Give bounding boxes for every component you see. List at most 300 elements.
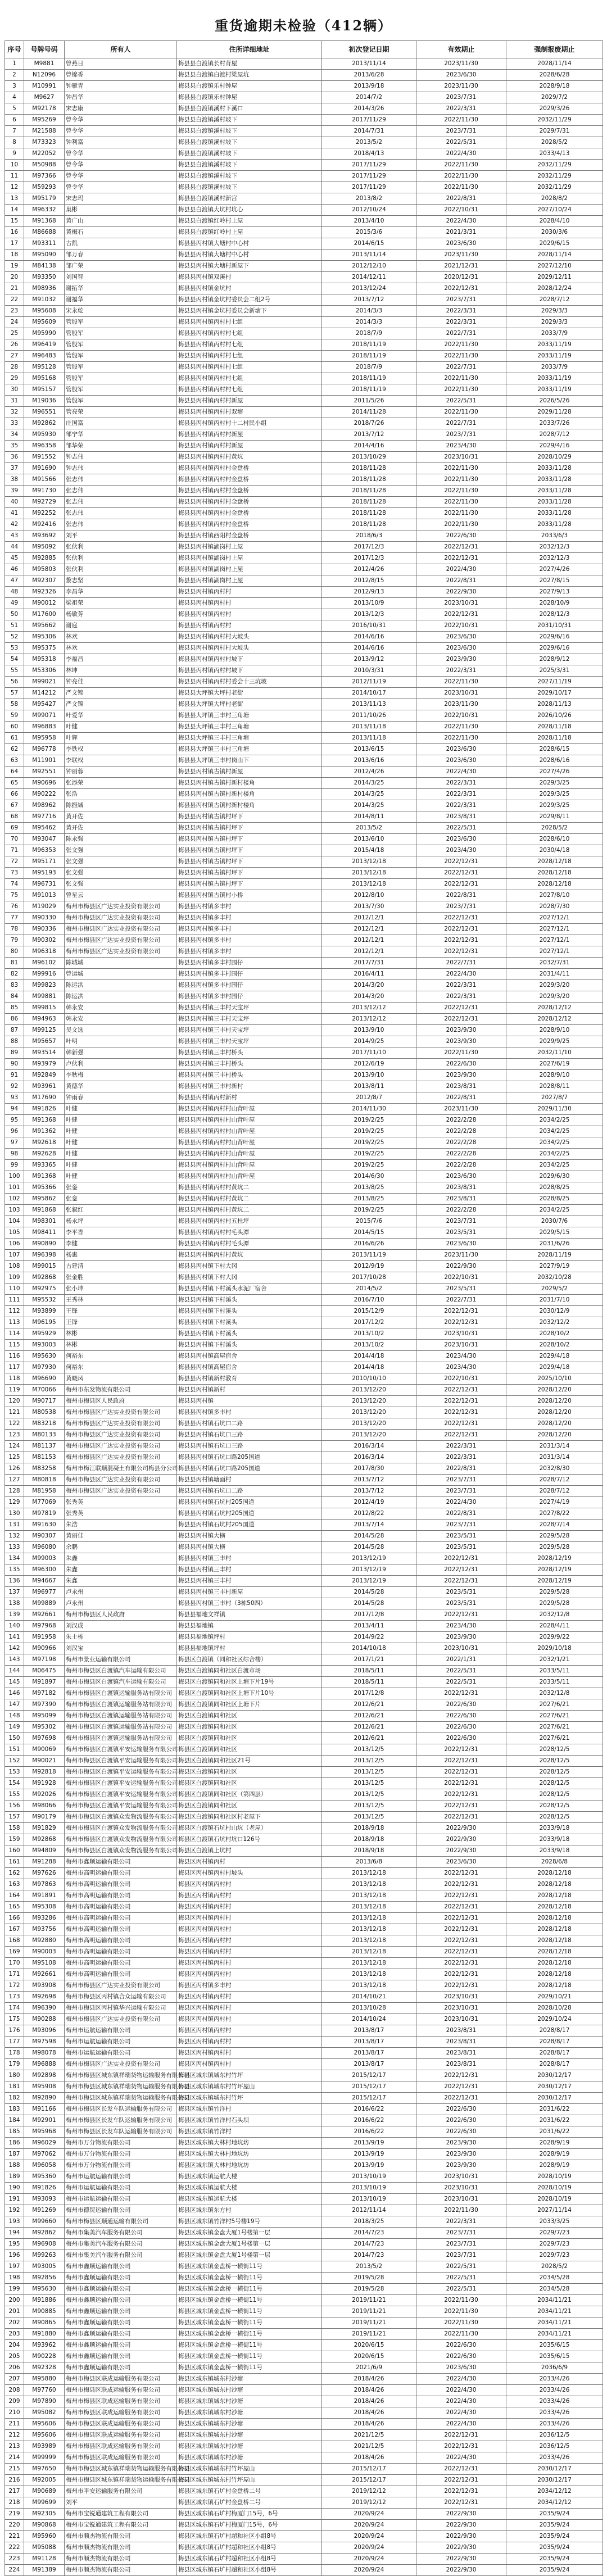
- owner-address: 梅县县丙村镇丙村村山背叶屋: [177, 1137, 322, 1149]
- valid-until-date: 2023/4/30: [416, 441, 506, 452]
- valid-until-date: 2022/4/30: [416, 767, 506, 778]
- owner-name: 梅州市梅县区广达实业投资有限公司: [65, 1486, 177, 1497]
- valid-until-date: 2022/12/31: [416, 2497, 506, 2509]
- row-index: 73: [5, 868, 24, 879]
- valid-until-date: 2022/3/31: [416, 800, 506, 811]
- first-registration-date: 2014/3/20: [322, 980, 416, 991]
- valid-until-date: 2023/8/31: [416, 2048, 506, 2059]
- table-row: [5, 946, 603, 958]
- row-index: 12: [5, 182, 24, 193]
- owner-name: 古凯: [65, 238, 177, 250]
- table-header-row: [5, 41, 603, 58]
- row-index: 18: [5, 250, 24, 261]
- plate-number: M99889: [24, 1598, 65, 1609]
- first-registration-date: 2013/12/19: [322, 1576, 416, 1587]
- row-index: 183: [5, 2104, 24, 2115]
- valid-until-date: 2022/11/30: [416, 463, 506, 474]
- row-index: 50: [5, 609, 24, 620]
- plate-number: M17690: [24, 1092, 65, 1104]
- first-registration-date: 2019/2/25: [322, 1205, 416, 1216]
- first-registration-date: 2016/6/22: [322, 2126, 416, 2138]
- owner-name: 朱鑫: [65, 1576, 177, 1587]
- plate-number: M91368: [24, 216, 65, 227]
- scrap-deadline-date: 2028/12/18: [506, 1890, 603, 1902]
- owner-address: 梅县县白渡镇白渡村梁屋坑: [177, 70, 322, 81]
- valid-until-date: 2022/5/31: [416, 2261, 506, 2273]
- owner-name: 梅州市鑫顺运输有限公司: [65, 2340, 177, 2351]
- scrap-deadline-date: 2034/2/25: [506, 1115, 603, 1126]
- owner-name: 叶健: [65, 1115, 177, 1126]
- first-registration-date: 2013/12/18: [322, 879, 416, 890]
- scrap-deadline-date: 2028/10/19: [506, 2183, 603, 2194]
- owner-address: 梅县县丙村镇丙村村七组: [177, 339, 322, 351]
- valid-until-date: 2021/12/31: [416, 261, 506, 272]
- scrap-deadline-date: 2033/11/28: [506, 508, 603, 519]
- owner-name: 梅州市梅县区白渡镇平安运输服务有限公司: [65, 1778, 177, 1789]
- plate-number: M93899: [24, 1306, 65, 1317]
- owner-name: 严文锦: [65, 699, 177, 710]
- table-row: [5, 519, 603, 530]
- first-registration-date: 2013/8/25: [322, 1194, 416, 1205]
- owner-address: 梅县区丙村镇丙村村: [177, 1902, 322, 1913]
- plate-number: M95958: [24, 733, 65, 744]
- valid-until-date: 2023/11/30: [416, 58, 506, 70]
- row-index: 186: [5, 2138, 24, 2149]
- table-row: [5, 542, 603, 553]
- valid-until-date: 2022/3/31: [416, 991, 506, 1003]
- valid-until-date: 2022/10/31: [416, 205, 506, 216]
- owner-name: 梅州市鑫顺运输有限公司: [65, 2295, 177, 2306]
- scrap-deadline-date: 2028/12/5: [506, 1756, 603, 1767]
- owner-address: 梅县区丙村镇丙村村: [177, 2003, 322, 2014]
- valid-until-date: 2022/12/31: [416, 542, 506, 553]
- scrap-deadline-date: 2033/7/9: [506, 328, 603, 339]
- valid-until-date: 2023/7/31: [416, 2239, 506, 2250]
- owner-address: 梅县县丙村镇下村溪头: [177, 1306, 322, 1317]
- owner-name: 张伙利: [65, 564, 177, 575]
- row-index: 118: [5, 1373, 24, 1385]
- scrap-deadline-date: 2028/10/28: [506, 2003, 603, 2014]
- first-registration-date: 2013/6/15: [322, 744, 416, 755]
- scrap-deadline-date: 2027/12/10: [506, 261, 603, 272]
- owner-address: 梅县区白渡镇石坑村坑口126号: [177, 1834, 322, 1845]
- plate-number: M96908: [24, 2239, 65, 2250]
- table-row: [5, 1744, 603, 1756]
- row-index: 41: [5, 508, 24, 519]
- owner-address: 梅县县丙村镇多丰村: [177, 935, 322, 946]
- row-index: 48: [5, 587, 24, 598]
- table-row: [5, 1295, 603, 1306]
- scrap-deadline-date: 2028/6/15: [506, 744, 603, 755]
- owner-address: 梅县县丙村镇丙村村金盘桥: [177, 508, 322, 519]
- row-index: 152: [5, 1756, 24, 1767]
- scrap-deadline-date: 2028/6/10: [506, 834, 603, 845]
- scrap-deadline-date: 2028/8/25: [506, 1182, 603, 1194]
- first-registration-date: 2013/12/12: [322, 1014, 416, 1025]
- row-index: 104: [5, 1216, 24, 1227]
- owner-name: 梅州市高明运输有限公司: [65, 1924, 177, 1935]
- row-index: 171: [5, 1969, 24, 1980]
- owner-name: 梅州市梅县区白渡镇众发物流服务有限公司: [65, 1823, 177, 1834]
- row-index: 99: [5, 1160, 24, 1171]
- plate-number: M96300: [24, 1564, 65, 1576]
- table-row: [5, 160, 603, 171]
- owner-address: 梅县县丙村镇石坑口三路: [177, 1441, 322, 1452]
- table-row: [5, 1137, 603, 1149]
- plate-number: M95090: [24, 250, 65, 261]
- scrap-deadline-date: 2029/11/30: [506, 1104, 603, 1115]
- plate-number: M95606: [24, 2419, 65, 2430]
- plate-number: M99660: [24, 2216, 65, 2228]
- scrap-deadline-date: 2028/5/2: [506, 823, 603, 834]
- valid-until-date: 2022/4/30: [416, 2407, 506, 2419]
- first-registration-date: 2016/7/10: [322, 1295, 416, 1306]
- scrap-deadline-date: 2034/2/25: [506, 1205, 603, 1216]
- first-registration-date: 2013/9/19: [322, 2160, 416, 2171]
- valid-until-date: 2022/4/30: [416, 2452, 506, 2464]
- row-index: 197: [5, 2261, 24, 2273]
- first-registration-date: 2018/6/3: [322, 530, 416, 542]
- plate-number: M17600: [24, 609, 65, 620]
- valid-until-date: 2023/5/31: [416, 1598, 506, 1609]
- plate-number: M96419: [24, 339, 65, 351]
- owner-address: 梅县县福地镇: [177, 1621, 322, 1632]
- valid-until-date: 2023/6/30: [416, 1857, 506, 1868]
- scrap-deadline-date: 2028/5/2: [506, 2261, 603, 2273]
- owner-address: 梅县县丙村镇石坑口二路: [177, 1486, 322, 1497]
- owner-address: 梅县县丙村镇多丰村: [177, 901, 322, 913]
- valid-until-date: 2022/12/31: [416, 879, 506, 890]
- owner-address: 梅县区白渡镇同和社区上塘下片19号: [177, 1677, 322, 1688]
- first-registration-date: 2013/11/18: [322, 733, 416, 744]
- first-registration-date: 2013/10/9: [322, 598, 416, 609]
- first-registration-date: 2012/8/7: [322, 1092, 416, 1104]
- owner-name: 梅州市高明运输有限公司: [65, 1947, 177, 1958]
- row-index: 38: [5, 474, 24, 486]
- row-index: 159: [5, 1834, 24, 1845]
- row-index: 40: [5, 497, 24, 508]
- row-index: 201: [5, 2306, 24, 2318]
- owner-name: 梅州市梅县区广达实业投资有限公司: [65, 1430, 177, 1441]
- scrap-deadline-date: 2028/8/25: [506, 1194, 603, 1205]
- row-index: 177: [5, 2037, 24, 2048]
- row-index: 80: [5, 946, 24, 958]
- owner-address: 梅县区城东镇金盘桥一横街11号: [177, 2362, 322, 2374]
- plate-number: M93005: [24, 2261, 65, 2273]
- first-registration-date: 2015/12/17: [322, 2081, 416, 2093]
- row-index: 138: [5, 1598, 24, 1609]
- scrap-deadline-date: 2029/4/18: [506, 1362, 603, 1373]
- owner-name: 梅州市梅县区白渡镇平安运输服务有限公司: [65, 1767, 177, 1778]
- owner-address: 梅县县白渡镇溪村坡下: [177, 137, 322, 148]
- table-row: [5, 126, 603, 137]
- first-registration-date: 2013/11/14: [322, 58, 416, 70]
- row-index: 145: [5, 1677, 24, 1688]
- plate-number: M91389: [24, 2565, 65, 2576]
- table-row: [5, 1756, 603, 1767]
- scrap-deadline-date: 2033/6/3: [506, 530, 603, 542]
- owner-address: 梅县县丙村镇丙村村七组: [177, 384, 322, 396]
- scrap-deadline-date: 2028/12/12: [506, 1003, 603, 1014]
- valid-until-date: 2022/12/31: [416, 1553, 506, 1564]
- owner-address: 梅县区白渡镇同和社区上塘下片: [177, 1699, 322, 1711]
- first-registration-date: 2013/12/18: [322, 1935, 416, 1947]
- plate-number: M93365: [24, 1160, 65, 1171]
- first-registration-date: 2014/3/25: [322, 800, 416, 811]
- row-index: 133: [5, 1542, 24, 1553]
- owner-name: 宋志玛: [65, 193, 177, 205]
- owner-name: 钟志伟: [65, 452, 177, 463]
- table-row: [5, 665, 603, 677]
- row-index: 169: [5, 1947, 24, 1958]
- owner-address: 梅县县丙村镇多丰村: [177, 924, 322, 935]
- owner-address: 梅县县丙村镇丙村村毛头潭: [177, 1239, 322, 1250]
- valid-until-date: 2023/9/30: [416, 2160, 506, 2171]
- first-registration-date: 2016/6/22: [322, 2115, 416, 2126]
- first-registration-date: 2013/12/19: [322, 1564, 416, 1576]
- owner-name: 梅州市鑫顺运输有限公司: [65, 2362, 177, 2374]
- owner-name: 梅州市梅县区长发车队运输服务有限公司: [65, 2126, 177, 2138]
- valid-until-date: 2022/12/31: [416, 1879, 506, 1890]
- row-index: 212: [5, 2430, 24, 2441]
- plate-number: M99999: [24, 2452, 65, 2464]
- scrap-deadline-date: 2026/5/26: [506, 396, 603, 407]
- table-row: [5, 1801, 603, 1812]
- first-registration-date: 2014/10/18: [322, 1643, 416, 1654]
- row-index: 156: [5, 1801, 24, 1812]
- valid-until-date: 2022/6/30: [416, 2115, 506, 2126]
- row-index: 79: [5, 935, 24, 946]
- first-registration-date: 2018/9/18: [322, 1834, 416, 1845]
- scrap-deadline-date: 2030/3/6: [506, 227, 603, 238]
- owner-address: 梅县县白渡镇溪村坡下: [177, 115, 322, 126]
- valid-until-date: 2022/7/31: [416, 1295, 506, 1306]
- scrap-deadline-date: 2028/10/29: [506, 452, 603, 463]
- row-index: 204: [5, 2340, 24, 2351]
- table-row: [5, 688, 603, 699]
- first-registration-date: 2013/12/5: [322, 1744, 416, 1756]
- owner-address: 梅县区城东镇金盘桥一横街11号: [177, 2284, 322, 2295]
- plate-number: M97863: [24, 1879, 65, 1890]
- first-registration-date: 2013/12/18: [322, 1958, 416, 1969]
- first-registration-date: 2014/7/2: [322, 92, 416, 103]
- table-row: [5, 1857, 603, 1868]
- row-index: 146: [5, 1688, 24, 1699]
- valid-until-date: 2022/3/31: [416, 1441, 506, 1452]
- table-row: [5, 70, 603, 81]
- table-row: [5, 2081, 603, 2093]
- valid-until-date: 2022/11/30: [416, 486, 506, 497]
- owner-address: 梅县县丙村镇丙村村: [177, 620, 322, 632]
- table-row: [5, 1677, 603, 1688]
- scrap-deadline-date: 2028/7/14: [506, 1520, 603, 1531]
- valid-until-date: 2022/3/31: [416, 789, 506, 800]
- valid-until-date: 2022/8/31: [416, 575, 506, 587]
- valid-until-date: 2022/9/30: [416, 1823, 506, 1834]
- valid-until-date: 2022/4/30: [416, 969, 506, 980]
- owner-name: 黄丽佳: [65, 1531, 177, 1542]
- row-index: 53: [5, 643, 24, 654]
- owner-address: 梅县县丙村镇丙村村毛头潭: [177, 1227, 322, 1239]
- first-registration-date: 2013/12/5: [322, 1801, 416, 1812]
- plate-number: M96690: [24, 1373, 65, 1385]
- owner-name: 梅州市梅县区白渡镇平安运输服务有限公司: [65, 1744, 177, 1756]
- scrap-deadline-date: 2028/12/5: [506, 1778, 603, 1789]
- plate-number: M97890: [24, 2396, 65, 2407]
- row-index: 26: [5, 339, 24, 351]
- row-index: 20: [5, 272, 24, 283]
- table-row: [5, 1070, 603, 1081]
- first-registration-date: 2018/11/19: [322, 351, 416, 362]
- scrap-deadline-date: 2028/10/19: [506, 2194, 603, 2205]
- plate-number: M90717: [24, 1396, 65, 1407]
- plate-number: M99699: [24, 2497, 65, 2509]
- scrap-deadline-date: 2027/4/26: [506, 564, 603, 575]
- scrap-deadline-date: 2028/12/18: [506, 1969, 603, 1980]
- table-row: [5, 1216, 603, 1227]
- scrap-deadline-date: 2028/12/3: [506, 609, 603, 620]
- valid-until-date: 2022/8/31: [416, 890, 506, 901]
- table-row: [5, 1486, 603, 1497]
- first-registration-date: 2017/12/8: [322, 1688, 416, 1699]
- row-index: 98: [5, 1149, 24, 1160]
- valid-until-date: 2022/6/30: [416, 1059, 506, 1070]
- valid-until-date: 2022/6/30: [416, 1699, 506, 1711]
- owner-name: 梅州市梅县区白渡镇平安运输服务有限公司: [65, 1789, 177, 1801]
- valid-until-date: 2022/11/30: [416, 508, 506, 519]
- valid-until-date: 2023/5/31: [416, 1284, 506, 1295]
- plate-number: M96318: [24, 946, 65, 958]
- first-registration-date: 2014/6/30: [322, 1171, 416, 1182]
- plate-number: M90069: [24, 1744, 65, 1756]
- row-index: 157: [5, 1812, 24, 1823]
- valid-until-date: 2023/6/30: [416, 2362, 506, 2374]
- owner-address: 梅县县丙村镇三丰村桥头: [177, 1059, 322, 1070]
- table-row: [5, 677, 603, 688]
- table-row: [5, 2183, 603, 2194]
- scrap-deadline-date: 2028/12/18: [506, 1935, 603, 1947]
- plate-number: M95609: [24, 317, 65, 328]
- row-index: 46: [5, 564, 24, 575]
- first-registration-date: 2013/6/16: [322, 755, 416, 767]
- owner-name: 吴文选: [65, 1025, 177, 1036]
- scrap-deadline-date: 2029/5/28: [506, 1587, 603, 1598]
- owner-name: 张文强: [65, 879, 177, 890]
- owner-address: 梅县县丙村镇石坑村205国道: [177, 1520, 322, 1531]
- table-row: [5, 1036, 603, 1047]
- scrap-deadline-date: 2033/11/28: [506, 519, 603, 530]
- row-index: 215: [5, 2464, 24, 2475]
- row-index: 130: [5, 1508, 24, 1520]
- scrap-deadline-date: 2028/11/14: [506, 250, 603, 261]
- first-registration-date: 2018/4/26: [322, 2374, 416, 2385]
- owner-address: 梅县区城东镇金盘桥一横街11号: [177, 2295, 322, 2306]
- owner-address: 梅县区丙村镇丙村村: [177, 2014, 322, 2025]
- first-registration-date: 2014/5/28: [322, 1531, 416, 1542]
- first-registration-date: 2014/9/22: [322, 1632, 416, 1643]
- owner-address: 梅县县丙村镇多丰村围仔: [177, 969, 322, 980]
- first-registration-date: 2013/12/20: [322, 1385, 416, 1396]
- table-row: [5, 587, 603, 598]
- owner-address: 梅县区丙村镇丙村村坡头: [177, 1868, 322, 1879]
- owner-address: 梅县区白渡镇同和社区21号: [177, 1756, 322, 1767]
- owner-address: 梅县县白渡镇乐村钟屋: [177, 92, 322, 103]
- valid-until-date: 2022/6/30: [416, 2340, 506, 2351]
- row-index: 22: [5, 294, 24, 306]
- table-row: [5, 1126, 603, 1137]
- valid-until-date: 2023/5/31: [416, 1587, 506, 1598]
- table-row: [5, 575, 603, 587]
- plate-number: M92328: [24, 2362, 65, 2374]
- scrap-deadline-date: 2027/8/22: [506, 1508, 603, 1520]
- owner-address: 梅县区城东镇城东村沙塘: [177, 2430, 322, 2441]
- owner-address: 梅县区白渡镇同和社区上塘下片10号: [177, 1688, 322, 1699]
- valid-until-date: 2022/11/30: [416, 2295, 506, 2306]
- owner-name: 梅州市梅县区城东镇祥瑞货物运输服务有限公司: [65, 2464, 177, 2475]
- scrap-deadline-date: 2029/5/15: [506, 1227, 603, 1239]
- valid-until-date: 2022/12/31: [416, 1576, 506, 1587]
- valid-until-date: 2022/12/31: [416, 1564, 506, 1576]
- first-registration-date: 2013/7/30: [322, 901, 416, 913]
- owner-address: 梅县县福地镇坪村: [177, 1632, 322, 1643]
- first-registration-date: 2012/6/21: [322, 1722, 416, 1733]
- row-index: 89: [5, 1047, 24, 1059]
- first-registration-date: 2013/10/29: [322, 452, 416, 463]
- owner-name: 梅州市顺杰物流有限公司: [65, 2542, 177, 2554]
- valid-until-date: 2022/11/30: [416, 474, 506, 486]
- owner-name: 梅州市顺杰物流有限公司: [65, 2531, 177, 2542]
- owner-address: 梅县县大坪镇大坪村老街: [177, 688, 322, 699]
- plate-number: M96080: [24, 1542, 65, 1553]
- scrap-deadline-date: 2027/6/19: [506, 1059, 603, 1070]
- owner-address: 梅县区白渡镇（同和社区综合楼）: [177, 1654, 322, 1666]
- first-registration-date: 2014/7/23: [322, 2250, 416, 2261]
- scrap-deadline-date: 2031/10/31: [506, 620, 603, 632]
- plate-number: M98411: [24, 1227, 65, 1239]
- owner-name: 朱鑫: [65, 1564, 177, 1576]
- first-registration-date: 2013/10/2: [322, 1340, 416, 1351]
- table-row: [5, 553, 603, 564]
- row-index: 10: [5, 160, 24, 171]
- first-registration-date: 2012/9/13: [322, 587, 416, 598]
- plate-number: M91826: [24, 2183, 65, 2194]
- table-row: [5, 2486, 603, 2497]
- owner-address: 梅县区城东镇城东村竹坪屋山: [177, 2081, 322, 2093]
- valid-until-date: 2022/5/31: [416, 2284, 506, 2295]
- table-row: [5, 250, 603, 261]
- first-registration-date: 2016/10/31: [322, 620, 416, 632]
- first-registration-date: 2021/12/5: [322, 2430, 416, 2441]
- owner-name: 陈运洪: [65, 980, 177, 991]
- valid-until-date: 2022/9/30: [416, 1834, 506, 1845]
- first-registration-date: 2019/5/28: [322, 2273, 416, 2284]
- owner-name: 梅州市梅县区人民政府: [65, 1396, 177, 1407]
- first-registration-date: 2014/3/20: [322, 991, 416, 1003]
- owner-name: 余鹏: [65, 1542, 177, 1553]
- first-registration-date: 2013/9/19: [322, 2149, 416, 2160]
- scrap-deadline-date: 2033/4/13: [506, 148, 603, 160]
- scrap-deadline-date: 2028/12/18: [506, 1868, 603, 1879]
- row-index: 119: [5, 1385, 24, 1396]
- plate-number: M95657: [24, 1036, 65, 1047]
- row-index: 19: [5, 261, 24, 272]
- scrap-deadline-date: 2036/12/5: [506, 2441, 603, 2452]
- owner-name: 黎志坚: [65, 575, 177, 587]
- owner-name: 梅州市梅县区广达实业投资有限公司: [65, 924, 177, 935]
- owner-name: 张秀英: [65, 1508, 177, 1520]
- first-registration-date: 2013/9/12: [322, 654, 416, 665]
- scrap-deadline-date: 2032/12/3: [506, 542, 603, 553]
